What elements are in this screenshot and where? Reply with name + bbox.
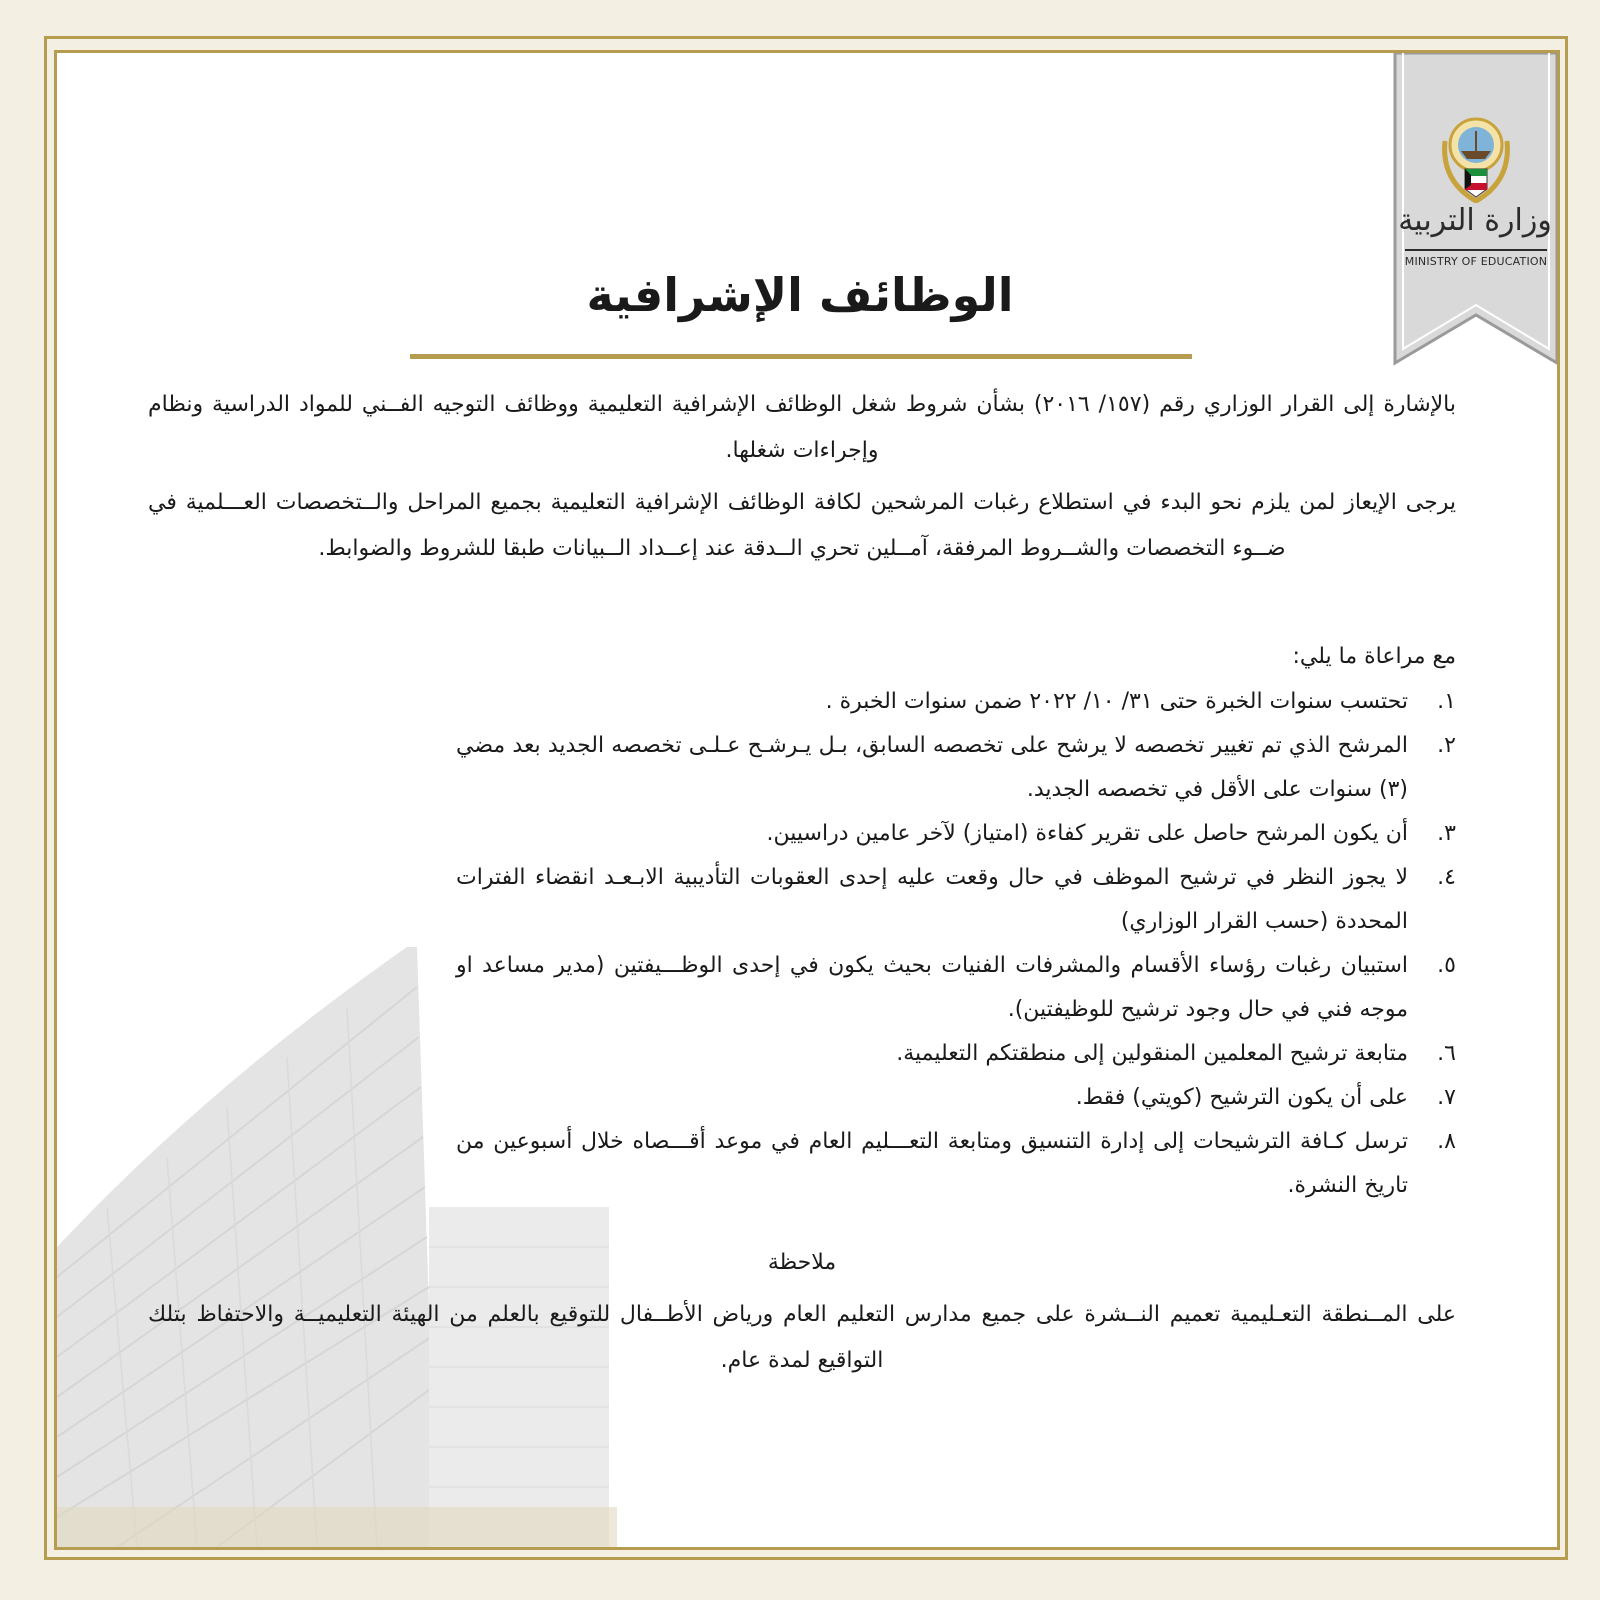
list-item-number: ٦. bbox=[1437, 1041, 1456, 1066]
title-underline bbox=[410, 354, 1192, 359]
note-heading: ملاحظة bbox=[767, 1250, 837, 1275]
list-item-text: متابعة ترشيح المعلمين المنقولين إلى منطقتكم التعليمية. bbox=[896, 1041, 1408, 1066]
list-item-number: ٢. bbox=[1437, 733, 1456, 758]
list-item-text: تحتسب سنوات الخبرة حتى ٣١/ ١٠/ ٢٠٢٢ ضمن سنوات الخبرة . bbox=[825, 689, 1408, 714]
list-item bbox=[456, 1120, 1456, 1208]
conditions-list bbox=[456, 680, 1456, 1208]
list-item-text: على أن يكون الترشيح (كويتي) فقط. bbox=[1075, 1085, 1408, 1110]
ministry-divider bbox=[1405, 249, 1547, 251]
conditions-intro: مع مراعاة ما يلي: bbox=[1292, 644, 1456, 669]
list-item-number: ٧. bbox=[1437, 1085, 1456, 1110]
list-item-text: استبيان رغبات رؤساء الأقسام والمشرفات الفنيات بحيث يكون في إحدى الوظـــيفتين (مدير مساعد او موجه فني في حال وجود ترشيح للوظيفتين). bbox=[456, 953, 1408, 1022]
request-paragraph: يرجى الإيعاز لمن يلزم نحو البدء في استطلاع رغبات المرشحين لكافة الوظائف الإشرافية التعليمية بجميع المراحل والــتخصصات العـــلمية في ضــوء التخصصات والشــروط المرفقة، آمــلين تحري الــدقة عند إعــداد الــبيانات طبقا للشروط والضوابط. bbox=[148, 490, 1456, 561]
list-item-text: المرشح الذي تم تغيير تخصصه لا يرشح على تخصصه السابق، بـل يـرشـح عـلـى تخصصه الجديد بعد مضي (٣) سنوات على الأقل في تخصصه الجديد. bbox=[456, 733, 1408, 802]
kuwait-emblem-icon bbox=[1435, 111, 1517, 203]
list-item-number: ٣. bbox=[1437, 821, 1456, 846]
list-item-text: أن يكون المرشح حاصل على تقرير كفاءة (امتياز) لآخر عامين دراسيين. bbox=[766, 821, 1408, 846]
circular-body bbox=[148, 382, 1456, 1390]
list-item-text: لا يجوز النظر في ترشيح الموظف في حال وقعت عليه إحدى العقوبات التأديبية الابـعـد انقضاء الفترات المحددة (حسب القرار الوزاري) bbox=[456, 865, 1408, 934]
page-title: الوظائف الإشرافية bbox=[586, 268, 1014, 322]
list-item-number: ١. bbox=[1437, 689, 1456, 714]
list-item bbox=[456, 1032, 1456, 1076]
list-item bbox=[456, 856, 1456, 944]
list-item bbox=[456, 724, 1456, 812]
reference-paragraph: بالإشارة إلى القرار الوزاري رقم (١٥٧/ ٢٠١٦) بشأن شروط شغل الوظائف الإشرافية التعليمية ووظائف التوجيه الفــني للمواد الدراسية ونظام وإجراءات شغلها. bbox=[148, 392, 1456, 463]
list-item-number: ٥. bbox=[1437, 953, 1456, 978]
list-item bbox=[456, 1076, 1456, 1120]
ministry-name-arabic: وزارة التربية bbox=[1398, 203, 1552, 238]
note-paragraph: على المــنطقة التعـليمية تعميم النــشرة على جميع مدارس التعليم العام ورياض الأطــفال للتوقيع بالعلم من الهيئة التعليميــة والاحتفاظ بتلك التواقيع لمدة عام. bbox=[148, 1302, 1456, 1373]
spacer bbox=[148, 578, 1456, 634]
list-item bbox=[456, 680, 1456, 724]
list-item-number: ٤. bbox=[1437, 865, 1456, 890]
list-item bbox=[456, 944, 1456, 1032]
ministry-name-english: MINISTRY OF EDUCATION bbox=[1404, 255, 1548, 268]
list-item bbox=[456, 812, 1456, 856]
list-item-text: ترسل كـافة الترشيحات إلى إدارة التنسيق ومتابعة التعـــليم العام في موعد أقـــصاه خلال أسبوعين من تاريخ النشرة. bbox=[456, 1129, 1408, 1198]
list-item-number: ٨. bbox=[1437, 1129, 1456, 1154]
